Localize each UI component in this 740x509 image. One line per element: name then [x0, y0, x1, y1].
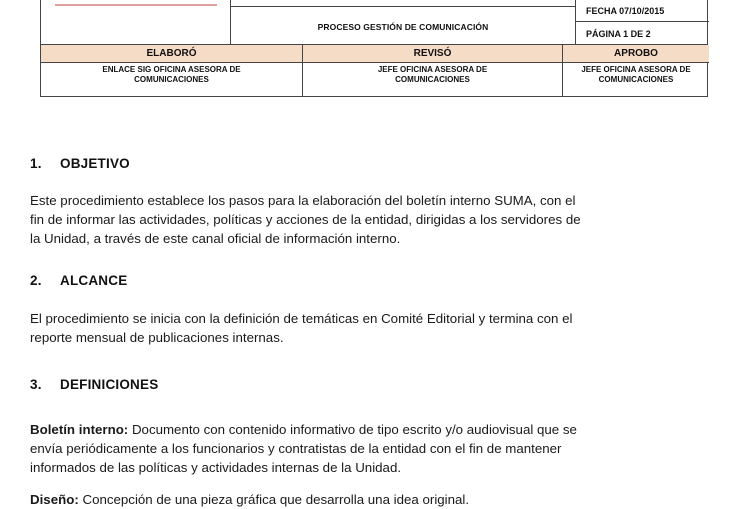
- definition-term: Boletín interno:: [30, 422, 129, 437]
- paragraph-line: El procedimiento se inicia con la definición de temáticas en Comité Editorial y termina con el: [30, 311, 573, 326]
- signature-body: [563, 63, 709, 85]
- signature-line: COMUNICACIONES: [395, 75, 470, 84]
- section-number: 3.: [30, 377, 42, 392]
- process-cell: [231, 0, 576, 44]
- section-number: 1.: [30, 156, 42, 171]
- fecha-label: FECHA 07/10/2015: [586, 6, 665, 16]
- document-header: [40, 0, 708, 97]
- logo-accent-line: [55, 4, 217, 6]
- paragraph-line: fin de informar las actividades, políticas y acciones de la entidad, dirigidas a los servidores de: [30, 212, 581, 227]
- signature-row: [40, 45, 708, 97]
- section-heading-objetivo: [30, 156, 130, 171]
- signature-line: ENLACE SIG OFICINA ASESORA DE: [102, 65, 241, 74]
- section-title: ALCANCE: [60, 273, 128, 288]
- paragraph-line: Este procedimiento establece los pasos para la elaboración del boletín interno SUMA, con el: [30, 193, 576, 208]
- signature-reviso: [303, 45, 563, 96]
- signature-line: JEFE OFICINA ASESORA DE: [581, 65, 691, 74]
- signature-line: COMUNICACIONES: [598, 75, 674, 84]
- definition-line: informados de las políticas y actividades internas de la Unidad.: [30, 460, 402, 475]
- section-paragraph-objetivo: [30, 191, 670, 248]
- logo-cell: [41, 0, 231, 44]
- signature-heading: REVISÓ: [303, 45, 562, 63]
- definition-line: envía periódicamente a los funcionarios y contratistas de la entidad con el fin de mantener: [30, 441, 562, 456]
- definition-text: Concepción de una pieza gráfica que desarrolla una idea original.: [78, 492, 470, 507]
- process-cell-divider: [231, 6, 575, 7]
- pagina-label: PÁGINA 1 DE 2: [586, 29, 651, 39]
- paragraph-line: reporte mensual de publicaciones internas.: [30, 330, 284, 345]
- meta-cell: [576, 0, 709, 44]
- signature-line: COMUNICACIONES: [134, 75, 209, 84]
- meta-cell-divider: [576, 21, 709, 22]
- signature-body: [41, 63, 302, 85]
- signature-heading: ELABORÓ: [41, 45, 302, 63]
- section-heading-alcance: [30, 273, 127, 288]
- definition-boletin-interno: [30, 420, 670, 477]
- signature-elaboro: [41, 45, 303, 96]
- signature-line: JEFE OFICINA ASESORA DE: [377, 65, 488, 74]
- definition-text: Documento con contenido informativo de tipo escrito y/o audiovisual que se: [128, 422, 577, 437]
- signature-aprobo: [563, 45, 709, 96]
- section-title: DEFINICIONES: [60, 377, 159, 392]
- definition-first-line: [30, 420, 670, 439]
- definition-term: Diseño:: [30, 492, 79, 507]
- signature-body: [303, 63, 562, 85]
- section-heading-definiciones: [30, 377, 158, 392]
- section-number: 2.: [30, 273, 42, 288]
- section-paragraph-alcance: [30, 309, 670, 347]
- paragraph-line: la Unidad, a través de este canal oficial de información interno.: [30, 231, 401, 246]
- section-title: OBJETIVO: [60, 156, 130, 171]
- signature-heading: APROBO: [563, 45, 709, 63]
- header-top-row: [40, 0, 708, 45]
- process-title: PROCESO GESTIÓN DE COMUNICACIÓN: [317, 22, 489, 32]
